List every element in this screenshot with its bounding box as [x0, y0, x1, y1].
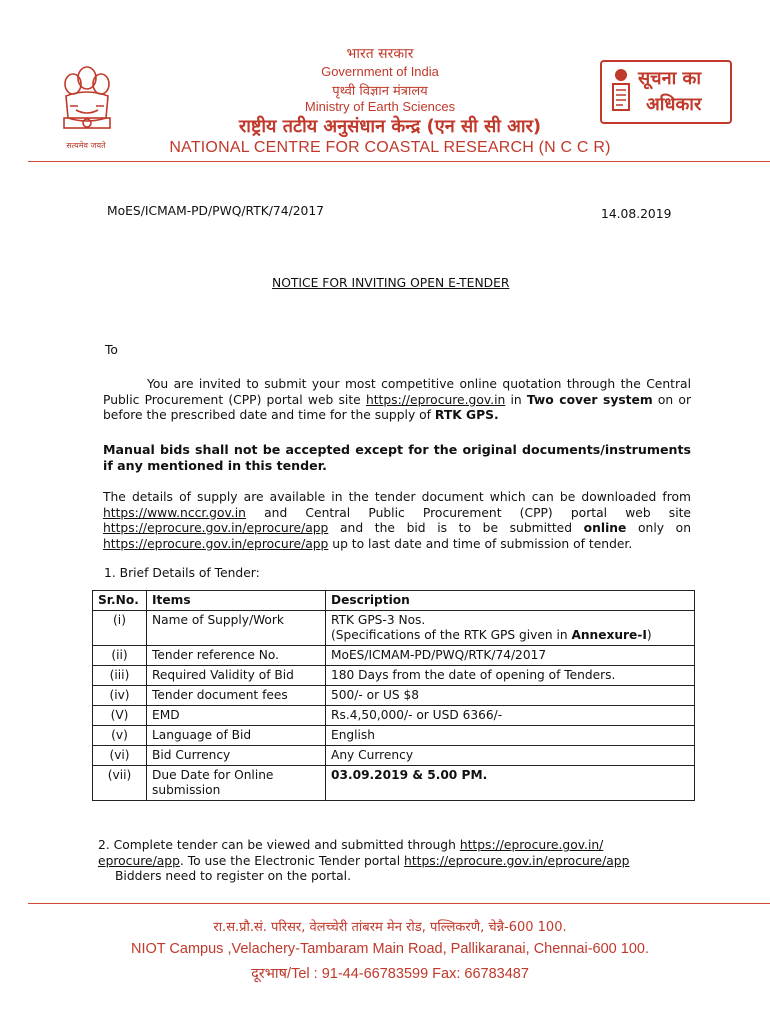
table-row: (iii) Required Validity of Bid 180 Days from the date of opening of Tenders. [93, 666, 695, 686]
table-row: (V) EMD Rs.4,50,000/- or USD 6366/- [93, 706, 695, 726]
emblem-motto: सत्यमेव जयते [66, 141, 106, 150]
phone-fax: दूरभाष/Tel : 91-44-66783599 Fax: 66783487 [251, 966, 529, 982]
table-row: (ii) Tender reference No. MoES/ICMAM-PD/PWQ/RTK/74/2017 [93, 646, 695, 666]
address: NIOT Campus ,Velachery-Tambaram Main Road, Pallikaranai, Chennai-600 100. [131, 941, 649, 957]
header-items: Items [147, 591, 326, 611]
ministry-name: Ministry of Earth Sciences [304, 99, 456, 114]
table-row: (vi) Bid Currency Any Currency [93, 746, 695, 766]
eprocure-portal-link-2[interactable]: https://eprocure.gov.in/eprocure/app [404, 853, 630, 868]
hindi-country: भारत सरकार [346, 46, 414, 62]
hindi-centre-name: राष्ट्रीय तटीय अनुसंधान केन्द्र (एन सी सी आर) [238, 116, 542, 137]
nccr-link[interactable]: https://www.nccr.gov.in [103, 505, 246, 520]
hindi-address: रा.स.प्रौ.सं. परिसर, वेलच्चेरी तांबरम मेन रोड, पल्लिकरणै, चेन्नै-600 100. [213, 920, 567, 935]
table-row: (v) Language of Bid English [93, 726, 695, 746]
rti-label-line1: सूचना का [638, 68, 702, 89]
salutation: To [105, 343, 118, 357]
portal-instructions: 2. Complete tender can be viewed and submitted through https://eprocure.gov.in/ eprocure/app. To use the Electronic Tender portal https://eprocure.gov.in/eprocure/app Bidders need to register on the portal. [98, 838, 630, 883]
header-description: Description [326, 591, 695, 611]
eprocure-app-link[interactable]: https://eprocure.gov.in/eprocure/app [103, 521, 329, 535]
header-divider [28, 161, 770, 162]
invitation-paragraph: You are invited to submit your most competitive online quotation through the Central Public Procurement (CPP) portal web site https://eprocure.gov.in in Two cover system on or before the prescribed date and time for the supply of RTK GPS. [103, 377, 692, 422]
table-row: (i) Name of Supply/Work RTK GPS-3 Nos. (Specifications of the RTK GPS given in Annexure-I) [93, 611, 695, 646]
table-row: (iv) Tender document fees 500/- or US $8 [93, 686, 695, 706]
header-sr-no: Sr.No. [93, 591, 147, 611]
supply-details-paragraph: The details of supply are available in the tender document which can be downloaded from https://www.nccr.gov.in and Central Public Procurement (CPP) portal web site https://eprocure.gov.in/eprocure/app and the bid is to be submitted online only on https://eprocure.gov.in/eprocure/app up to last date and time of submission of tender. [103, 490, 691, 551]
table-header-row [93, 591, 695, 611]
notice-title: NOTICE FOR INVITING OPEN E-TENDER [272, 276, 510, 290]
notice-date: 14.08.2019 [601, 207, 672, 221]
brief-details-heading: 1. Brief Details of Tender: [104, 566, 260, 580]
manual-bids-paragraph: Manual bids shall not be accepted except for the original documents/instruments if any mentioned in this tender. [103, 442, 691, 473]
rti-logo [600, 60, 732, 124]
eprocure-link[interactable]: https://eprocure.gov.in [365, 392, 506, 407]
tender-details-table [92, 590, 695, 801]
country-name: Government of India [321, 64, 439, 79]
table-row: (vii) Due Date for Online submission 03.09.2019 & 5.00 PM. [93, 766, 695, 801]
eprocure-portal-link[interactable]: https://eprocure.gov.in/ eprocure/app [98, 838, 604, 868]
rti-icon [610, 68, 632, 114]
reference-number: MoES/ICMAM-PD/PWQ/RTK/74/2017 [107, 204, 325, 218]
rti-label-line2: अधिकार [646, 94, 702, 115]
centre-name: NATIONAL CENTRE FOR COASTAL RESEARCH (N C C R) [169, 139, 611, 156]
eprocure-app-link-2[interactable]: https://eprocure.gov.in/eprocure/app [103, 536, 329, 551]
hindi-ministry: पृथ्वी विज्ञान मंत्रालय [332, 84, 428, 99]
footer-divider [28, 903, 770, 904]
